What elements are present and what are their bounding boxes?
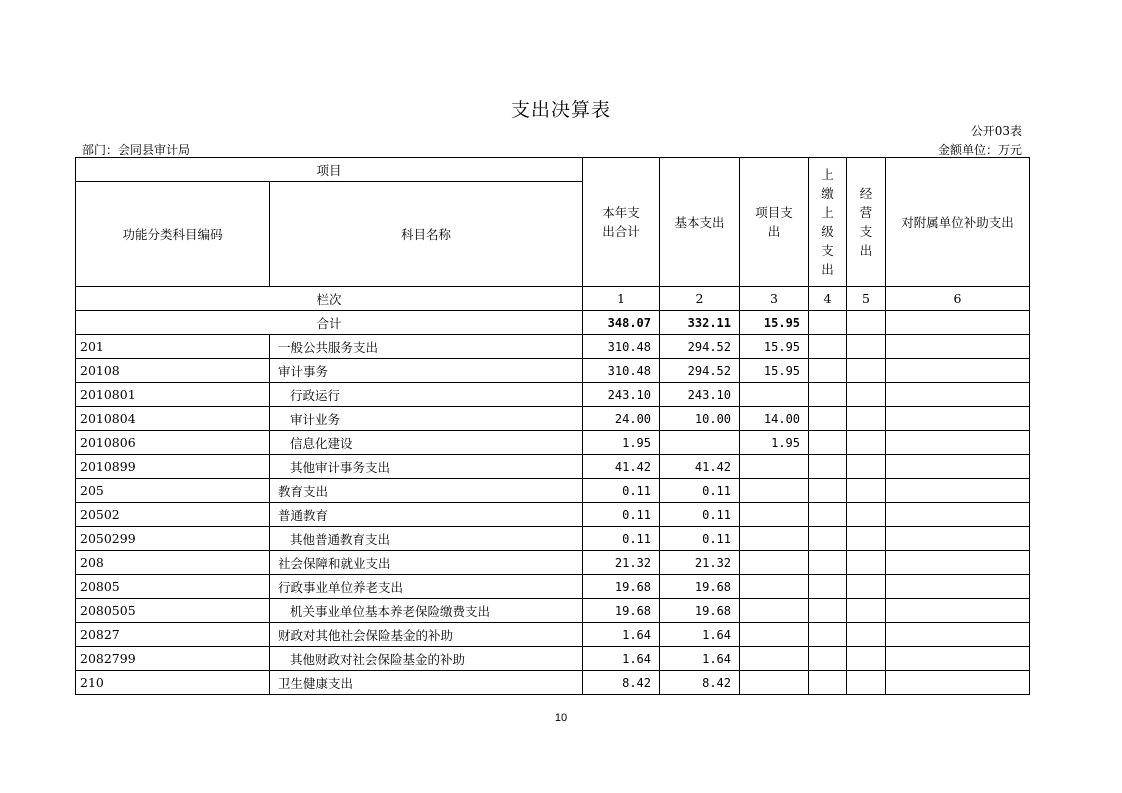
amount-operating (847, 407, 886, 431)
column-number: 2 (660, 287, 740, 311)
amount-total: 19.68 (583, 599, 660, 623)
header-upper: 上缴上级支出 (809, 158, 847, 287)
amount-total: 310.48 (583, 359, 660, 383)
subject-code: 205 (76, 479, 270, 503)
amount-upper (809, 623, 847, 647)
total-operating (847, 311, 886, 335)
amount-total: 1.64 (583, 647, 660, 671)
column-number: 4 (809, 287, 847, 311)
amount-total: 19.68 (583, 575, 660, 599)
amount-operating (847, 647, 886, 671)
amount-subsidy (886, 503, 1030, 527)
total-basic: 332.11 (660, 311, 740, 335)
header-total: 本年支出合计 (583, 158, 660, 287)
column-number: 6 (886, 287, 1030, 311)
amount-project (740, 623, 809, 647)
subject-code: 208 (76, 551, 270, 575)
amount-subsidy (886, 599, 1030, 623)
amount-basic: 243.10 (660, 383, 740, 407)
unit-label: 金额单位：万元 (937, 143, 1022, 157)
amount-subsidy (886, 623, 1030, 647)
amount-upper (809, 551, 847, 575)
subject-name: 教育支出 (270, 479, 583, 503)
amount-project: 14.00 (740, 407, 809, 431)
amount-total: 1.64 (583, 623, 660, 647)
subject-name: 行政事业单位养老支出 (270, 575, 583, 599)
header-code: 功能分类科目编码 (76, 182, 270, 287)
amount-upper (809, 431, 847, 455)
amount-operating (847, 359, 886, 383)
table-row (76, 599, 1030, 623)
amount-total: 0.11 (583, 479, 660, 503)
amount-basic: 0.11 (660, 527, 740, 551)
column-number: 3 (740, 287, 809, 311)
amount-project (740, 455, 809, 479)
subject-name: 普通教育 (270, 503, 583, 527)
table-row (76, 503, 1030, 527)
table-row (76, 359, 1030, 383)
amount-upper (809, 383, 847, 407)
header-item: 项目 (76, 158, 583, 182)
amount-project: 15.95 (740, 359, 809, 383)
subject-name: 其他普通教育支出 (270, 527, 583, 551)
header-project: 项目支出 (740, 158, 809, 287)
column-number: 1 (583, 287, 660, 311)
amount-operating (847, 623, 886, 647)
subject-code: 2050299 (76, 527, 270, 551)
subject-name: 其他审计事务支出 (270, 455, 583, 479)
subject-code: 210 (76, 671, 270, 695)
amount-basic: 10.00 (660, 407, 740, 431)
amount-upper (809, 359, 847, 383)
table-row (76, 575, 1030, 599)
amount-total: 21.32 (583, 551, 660, 575)
subject-code: 2010804 (76, 407, 270, 431)
amount-project (740, 383, 809, 407)
subject-name: 一般公共服务支出 (270, 335, 583, 359)
amount-basic: 0.11 (660, 503, 740, 527)
amount-total: 24.00 (583, 407, 660, 431)
page-title: 支出决算表 (510, 99, 611, 121)
header-operating: 经营支出 (847, 158, 886, 287)
amount-project (740, 479, 809, 503)
amount-subsidy (886, 479, 1030, 503)
amount-basic: 21.32 (660, 551, 740, 575)
amount-operating (847, 671, 886, 695)
amount-operating (847, 575, 886, 599)
subject-code: 201 (76, 335, 270, 359)
amount-total: 243.10 (583, 383, 660, 407)
amount-operating (847, 599, 886, 623)
amount-operating (847, 551, 886, 575)
subject-name: 审计业务 (270, 407, 583, 431)
amount-operating (847, 455, 886, 479)
amount-project (740, 551, 809, 575)
amount-project (740, 503, 809, 527)
table-row (76, 407, 1030, 431)
subject-code: 2010899 (76, 455, 270, 479)
amount-upper (809, 671, 847, 695)
amount-subsidy (886, 407, 1030, 431)
subject-name: 社会保障和就业支出 (270, 551, 583, 575)
amount-operating (847, 503, 886, 527)
amount-upper (809, 479, 847, 503)
amount-operating (847, 383, 886, 407)
subject-code: 2010806 (76, 431, 270, 455)
amount-total: 8.42 (583, 671, 660, 695)
amount-basic: 294.52 (660, 335, 740, 359)
amount-upper (809, 575, 847, 599)
amount-project: 15.95 (740, 335, 809, 359)
amount-subsidy (886, 551, 1030, 575)
amount-operating (847, 431, 886, 455)
column-number: 5 (847, 287, 886, 311)
amount-basic: 8.42 (660, 671, 740, 695)
amount-basic (660, 431, 740, 455)
subject-name: 财政对其他社会保险基金的补助 (270, 623, 583, 647)
expenditure-table (75, 157, 1030, 695)
amount-subsidy (886, 431, 1030, 455)
total-label: 合计 (76, 311, 583, 335)
table-row (76, 383, 1030, 407)
subject-name: 审计事务 (270, 359, 583, 383)
amount-upper (809, 455, 847, 479)
subject-code: 20108 (76, 359, 270, 383)
department-label: 部门：会同县审计局 (82, 143, 191, 157)
amount-project (740, 599, 809, 623)
column-number-row (76, 287, 1030, 311)
table-row (76, 647, 1030, 671)
header-subsidy: 对附属单位补助支出 (886, 158, 1030, 287)
column-number-label: 栏次 (76, 287, 583, 311)
amount-operating (847, 527, 886, 551)
amount-project (740, 671, 809, 695)
amount-subsidy (886, 359, 1030, 383)
amount-basic: 294.52 (660, 359, 740, 383)
amount-basic: 41.42 (660, 455, 740, 479)
amount-subsidy (886, 455, 1030, 479)
amount-subsidy (886, 383, 1030, 407)
amount-operating (847, 479, 886, 503)
amount-upper (809, 335, 847, 359)
table-row (76, 455, 1030, 479)
amount-project (740, 647, 809, 671)
total-upper (809, 311, 847, 335)
subject-name: 其他财政对社会保险基金的补助 (270, 647, 583, 671)
amount-upper (809, 407, 847, 431)
subject-code: 2080505 (76, 599, 270, 623)
header-basic: 基本支出 (660, 158, 740, 287)
amount-project (740, 575, 809, 599)
subject-code: 20502 (76, 503, 270, 527)
subject-name: 卫生健康支出 (270, 671, 583, 695)
form-number: 公开03表 (970, 124, 1022, 138)
amount-total: 41.42 (583, 455, 660, 479)
amount-subsidy (886, 647, 1030, 671)
total-project: 15.95 (740, 311, 809, 335)
amount-total: 1.95 (583, 431, 660, 455)
amount-project: 1.95 (740, 431, 809, 455)
amount-basic: 19.68 (660, 575, 740, 599)
subject-name: 机关事业单位基本养老保险缴费支出 (270, 599, 583, 623)
amount-operating (847, 335, 886, 359)
amount-subsidy (886, 335, 1030, 359)
amount-subsidy (886, 527, 1030, 551)
table-row (76, 671, 1030, 695)
subject-name: 行政运行 (270, 383, 583, 407)
table-row (76, 551, 1030, 575)
amount-project (740, 527, 809, 551)
total-amount: 348.07 (583, 311, 660, 335)
header-name: 科目名称 (270, 182, 583, 287)
amount-upper (809, 647, 847, 671)
amount-basic: 0.11 (660, 479, 740, 503)
amount-basic: 1.64 (660, 623, 740, 647)
amount-total: 310.48 (583, 335, 660, 359)
table-row (76, 431, 1030, 455)
amount-basic: 1.64 (660, 647, 740, 671)
amount-upper (809, 527, 847, 551)
table-row (76, 527, 1030, 551)
page-number: 10 (554, 712, 568, 724)
subject-code: 2010801 (76, 383, 270, 407)
subject-code: 20805 (76, 575, 270, 599)
amount-subsidy (886, 575, 1030, 599)
table-row (76, 335, 1030, 359)
amount-total: 0.11 (583, 503, 660, 527)
amount-basic: 19.68 (660, 599, 740, 623)
table-row (76, 479, 1030, 503)
table-row (76, 623, 1030, 647)
subject-code: 20827 (76, 623, 270, 647)
amount-subsidy (886, 671, 1030, 695)
amount-upper (809, 503, 847, 527)
subject-name: 信息化建设 (270, 431, 583, 455)
subject-code: 2082799 (76, 647, 270, 671)
amount-total: 0.11 (583, 527, 660, 551)
total-subsidy (886, 311, 1030, 335)
total-row (76, 311, 1030, 335)
amount-upper (809, 599, 847, 623)
